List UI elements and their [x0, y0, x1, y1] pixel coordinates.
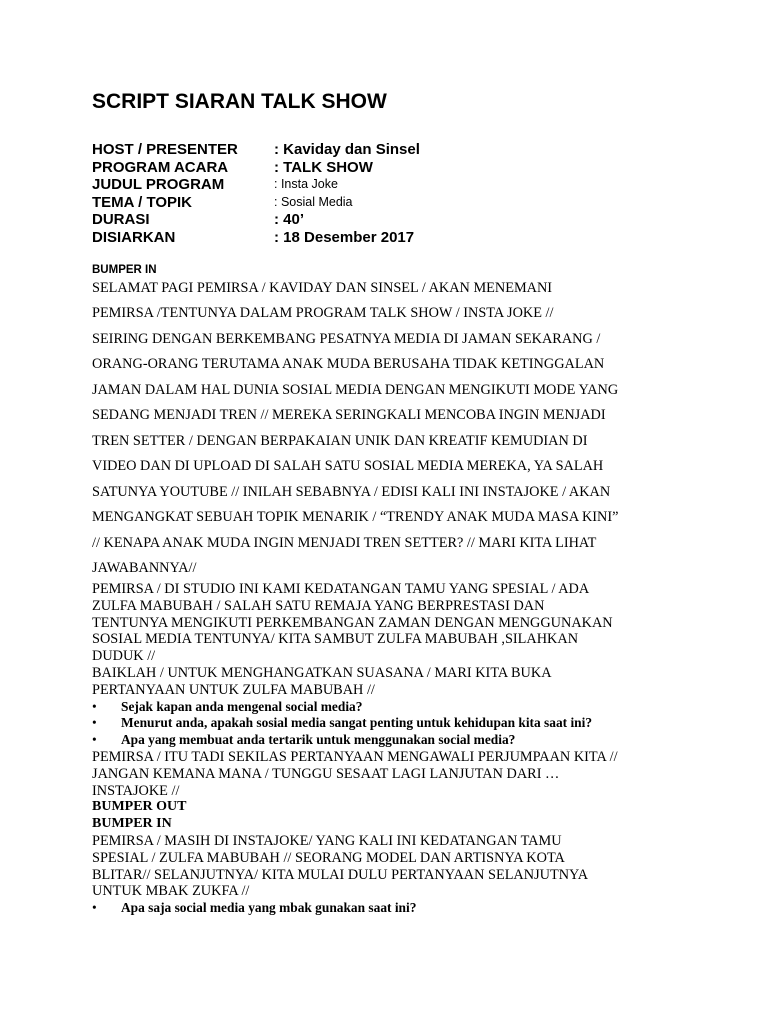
- question-text: Sejak kapan anda mengenal social media?: [121, 698, 363, 714]
- bumper-out-label: BUMPER OUT: [92, 799, 187, 815]
- bullet-icon: •: [92, 715, 97, 731]
- bullet-icon: •: [92, 900, 97, 916]
- meta-label: JUDUL PROGRAM: [92, 176, 225, 194]
- question-item: [92, 715, 692, 732]
- question-text: Apa saja social media yang mbak gunakan saat ini?: [121, 900, 417, 916]
- narration-line: MENGANGKAT SEBUAH TOPIK MENARIK / “TRENDY ANAK MUDA MASA KINI”: [92, 509, 619, 526]
- meta-value: : TALK SHOW: [274, 158, 373, 176]
- bumper-in-label: BUMPER IN: [92, 264, 157, 276]
- narration-line: TREN SETTER / DENGAN BERPAKAIAN UNIK DAN KREATIF KEMUDIAN DI: [92, 432, 588, 449]
- narration-line: TENTUNYA MENGIKUTI PERKEMBANGAN ZAMAN DENGAN MENGGUNAKAN: [92, 614, 613, 631]
- narration-line: PERTANYAAN UNTUK ZULFA MABUBAH //: [92, 681, 375, 698]
- narration-line: ZULFA MABUBAH / SALAH SATU REMAJA YANG BERPRESTASI DAN: [92, 597, 545, 614]
- narration-line: UNTUK MBAK ZUKFA //: [92, 883, 250, 900]
- narration-line: INSTAJOKE //: [92, 782, 180, 799]
- question-item: [92, 732, 692, 749]
- bullet-icon: •: [92, 732, 97, 748]
- narration-line: JAWABANNYA//: [92, 559, 197, 576]
- meta-label: TEMA / TOPIK: [92, 193, 193, 211]
- narration-line: // KENAPA ANAK MUDA INGIN MENJADI TREN SETTER? // MARI KITA LIHAT: [92, 534, 597, 551]
- narration-line: BLITAR// SELANJUTNYA/ KITA MULAI DULU PERTANYAAN SELANJUTNYA: [92, 866, 589, 883]
- meta-label: PROGRAM ACARA: [92, 158, 229, 176]
- narration-line: JAMAN DALAM HAL DUNIA SOSIAL MEDIA DENGAN MENGIKUTI MODE YANG: [92, 381, 619, 398]
- narration-line: ORANG-ORANG TERUTAMA ANAK MUDA BERUSAHA TIDAK KETINGGALAN: [92, 356, 605, 373]
- meta-label: DISIARKAN: [92, 228, 176, 246]
- meta-value: : Kaviday dan Sinsel: [274, 141, 420, 158]
- meta-value: : Sosial Media: [274, 194, 353, 209]
- narration-line: PEMIRSA / ITU TADI SEKILAS PERTANYAAN MENGAWALI PERJUMPAAN KITA //: [92, 748, 618, 765]
- narration-line: SOSIAL MEDIA TENTUNYA/ KITA SAMBUT ZULFA MABUBAH ,SILAHKAN: [92, 631, 579, 648]
- narration-line: PEMIRSA / MASIH DI INSTAJOKE/ YANG KALI INI KEDATANGAN TAMU: [92, 832, 562, 849]
- narration-line: PEMIRSA / DI STUDIO INI KAMI KEDATANGAN TAMU YANG SPESIAL / ADA: [92, 581, 590, 597]
- meta-value: : 40’: [274, 211, 305, 229]
- bullet-icon: •: [92, 698, 97, 714]
- meta-label: DURASI: [92, 211, 150, 229]
- narration-line: SELAMAT PAGI PEMIRSA / KAVIDAY DAN SINSEL / AKAN MENEMANI: [92, 280, 553, 296]
- meta-value: : 18 Desember 2017: [274, 228, 415, 246]
- question-item: [92, 900, 692, 917]
- script-body: [92, 581, 692, 917]
- opening-narration: [92, 276, 682, 581]
- narration-line: JANGAN KEMANA MANA / TUNGGU SESAAT LAGI LANJUTAN DARI …: [92, 765, 560, 782]
- narration-line: DUDUK //: [92, 648, 156, 665]
- question-text: Menurut anda, apakah sosial media sangat penting untuk kehidupan kita saat ini?: [121, 715, 593, 731]
- narration-line: SEDANG MENJADI TREN // MEREKA SERINGKALI MENCOBA INGIN MENJADI: [92, 407, 606, 424]
- narration-line: SATUNYA YOUTUBE // INILAH SEBABNYA / EDISI KALI INI INSTAJOKE / AKAN: [92, 483, 611, 500]
- narration-line: VIDEO DAN DI UPLOAD DI SALAH SATU SOSIAL MEDIA MEREKA, YA SALAH: [92, 458, 604, 475]
- question-text: Apa yang membuat anda tertarik untuk menggunakan social media?: [121, 732, 516, 748]
- meta-label: HOST / PRESENTER: [92, 141, 238, 158]
- narration-line: BAIKLAH / UNTUK MENGHANGATKAN SUASANA / MARI KITA BUKA: [92, 664, 552, 681]
- narration-line: PEMIRSA /TENTUNYA DALAM PROGRAM TALK SHOW / INSTA JOKE //: [92, 305, 554, 322]
- narration-line: SPESIAL / ZULFA MABUBAH // SEORANG MODEL DAN ARTISNYA KOTA: [92, 849, 565, 866]
- bumper-in-label-2: BUMPER IN: [92, 816, 172, 832]
- meta-value: : Insta Joke: [274, 177, 338, 192]
- question-item: [92, 699, 692, 716]
- document-title: SCRIPT SIARAN TALK SHOW: [92, 90, 387, 113]
- narration-line: SEIRING DENGAN BERKEMBANG PESATNYA MEDIA DI JAMAN SEKARANG /: [92, 330, 601, 347]
